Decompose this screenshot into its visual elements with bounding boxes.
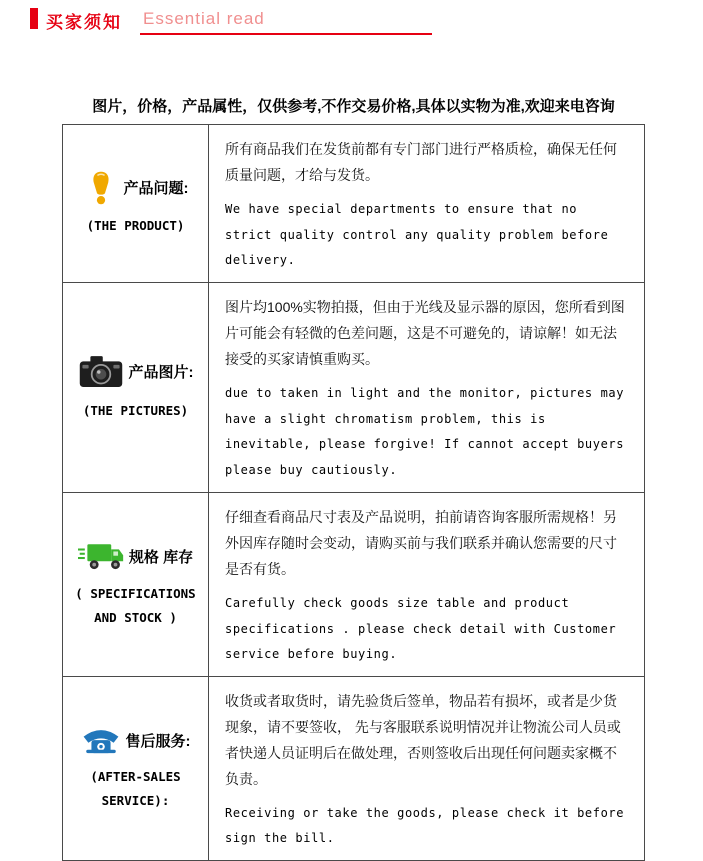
row-product-label-cn: 产品问题: [123, 180, 189, 198]
table-row-pictures [63, 283, 645, 493]
row-specifications-text-en: Carefully check goods size table and product specifications . please check detail with Customer service before buying. [225, 595, 617, 662]
row-product-text-cell [209, 125, 645, 283]
row-specifications-label-cell [63, 493, 209, 677]
row-product-label-en: (THE PRODUCT) [86, 217, 185, 233]
row-specifications-label-en: ( SPECIFICATIONS AND STOCK ) [75, 585, 196, 625]
row-pictures-label-cell [63, 283, 209, 493]
row-product-text-cn: 所有商品我们在发货前都有专门部门进行严格质检，确保无任何质量问题，才给与发货。 [225, 141, 617, 183]
row-pictures-text-cell [209, 283, 645, 493]
row-pictures-label-cn: 产品图片: [128, 364, 194, 382]
page-title-cn: 买家须知 [46, 13, 122, 32]
table-row-aftersales [63, 677, 645, 861]
row-aftersales-label-en: (AFTER-SALES SERVICE): [90, 768, 181, 808]
page-title-en: Essential read [143, 9, 265, 28]
row-pictures-text-en: due to taken in light and the monitor, pictures may have a slight chromatism problem, this is inevitable, please forgive! If cannot accept buyers please buy cautiously. [225, 385, 625, 478]
row-product-text-en: We have special departments to ensure that no strict quality control any quality problem before delivery. [225, 201, 609, 268]
truck-icon [78, 540, 124, 574]
header-underline [140, 33, 432, 35]
row-aftersales-text-cn: 收货或者取货时，请先验货后签单，物品若有损坏，或者是少货现象，请不要签收， 先与客服联系说明情况并让物流公司人员或者快递人员证明后在做处理，否则签收后出现任何问题卖家概不负责。 [225, 693, 621, 787]
header [0, 6, 703, 46]
phone-icon [81, 725, 121, 757]
row-pictures-label-en: (THE PICTURES) [82, 402, 189, 418]
header-accent-bar [30, 8, 38, 29]
buyer-notice-table [62, 124, 645, 861]
row-aftersales-text-en: Receiving or take the goods, please check it before sign the bill. [225, 805, 625, 846]
table-row-product [63, 125, 645, 283]
notice-line: 图片，价格，产品属性，仅供参考,不作交易价格,具体以实物为准,欢迎来电咨询 [92, 98, 615, 115]
camera-icon [78, 353, 124, 391]
row-specifications-text-cn: 仔细查看商品尺寸表及产品说明，拍前请咨询客服所需规格！另外因库存随时会变动，请购买前与我们联系并确认您需要的尺寸是否有货。 [225, 509, 617, 577]
row-pictures-text-cn: 图片均100%实物拍摄，但由于光线及显示器的原因，您所看到图片可能会有轻微的色差问题，这是不可避免的，请谅解！如无法接受的买家请慎重购买。 [225, 299, 625, 367]
row-product-label-cell [63, 125, 209, 283]
row-aftersales-label-cn: 售后服务: [125, 733, 191, 751]
row-specifications-label-cn: 规格 库存 [128, 549, 194, 567]
row-specifications-text-cell [209, 493, 645, 677]
table-row-specifications [63, 493, 645, 677]
row-aftersales-text-cell [209, 677, 645, 861]
warning-icon [83, 170, 119, 206]
row-aftersales-label-cell [63, 677, 209, 861]
